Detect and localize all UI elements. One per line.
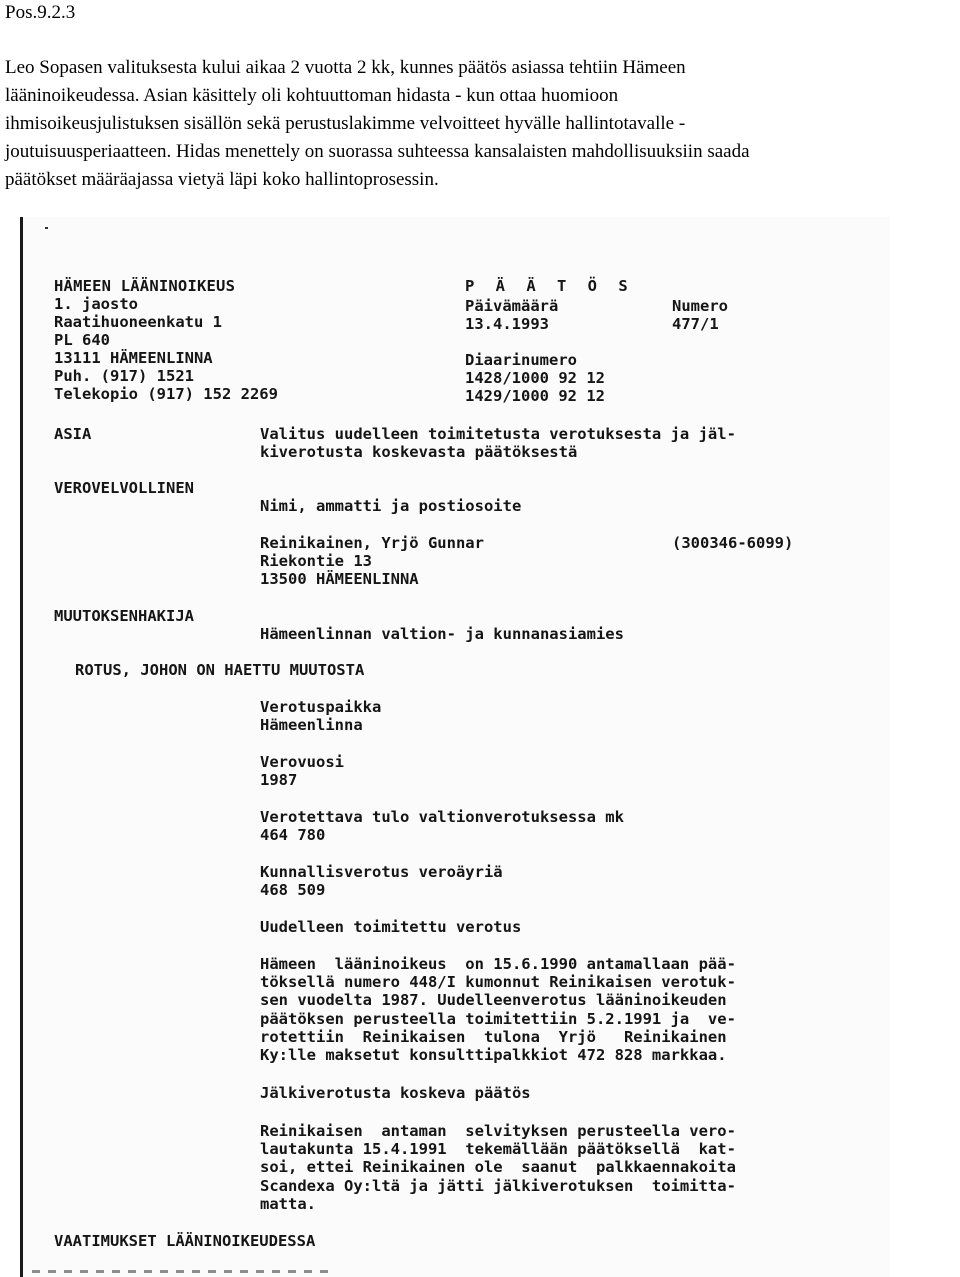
court-po-box: PL 640 [54, 331, 110, 349]
appellant: Hämeenlinnan valtion- ja kunnanasiamies [260, 625, 624, 643]
court-fax: Telekopio (917) 152 2269 [54, 385, 278, 403]
intro-paragraph [5, 54, 960, 194]
diary-number-2: 1429/1000 92 12 [465, 387, 605, 405]
taxpayer-postal: 13500 HÄMEENLINNA [260, 570, 419, 588]
label-muutoksenhakija: MUUTOKSENHAKIJA [54, 607, 194, 625]
intro-line: joutuisuusperiaatteen. Hidas menettely on suorassa suhteessa kansalaisten mahdollisuuksiin saada [5, 141, 750, 162]
intro-line: päätökset määräajassa vietyä läpi koko hallintoprosessin. [5, 169, 439, 190]
court-street: Raatihuoneenkatu 1 [54, 313, 222, 331]
diary-label: Diaarinumero [465, 351, 577, 369]
diary-number-1: 1428/1000 92 12 [465, 369, 605, 387]
court-name: HÄMEEN LÄÄNINOIKEUS [54, 277, 236, 295]
scanned-decision-document [20, 217, 890, 1277]
taxpayer-name: Reinikainen, Yrjö Gunnar [260, 534, 484, 552]
scan-speck [45, 227, 48, 229]
decision-date-label: Päivämäärä [465, 297, 559, 315]
municipal-tax: 468 509 [260, 881, 326, 899]
tax-year-label: Verovuosi [260, 753, 344, 771]
court-postal: 13111 HÄMEENLINNA [54, 349, 213, 367]
label-vaatimukset: VAATIMUKSET LÄÄNINOIKEUDESSA [54, 1232, 316, 1250]
scan-cut-line [32, 1270, 332, 1273]
municipal-tax-label: Kunnallisverotus veroäyriä [260, 863, 503, 881]
tax-place: Hämeenlinna [260, 716, 363, 734]
decision-title: P Ä Ä T Ö S [465, 277, 634, 295]
label-asia: ASIA [54, 425, 92, 443]
position-reference: Pos.9.2.3 [5, 2, 76, 23]
tax-year: 1987 [260, 771, 298, 789]
retro-heading: Jälkiverotusta koskeva päätös [260, 1084, 531, 1102]
taxable-income: 464 780 [260, 826, 326, 844]
taxpayer-heading: Nimi, ammatti ja postiosoite [260, 497, 522, 515]
intro-line: ihmisoikeusjulistuksen sisällön sekä perustuslakimme velvoitteet hyvälle hallintotavalle - [5, 113, 686, 134]
retro-text: Reinikaisen antaman selvityksen perusteella vero- lautakunta 15.4.1991 tekemällään päätöksellä kat- soi, ettei Reinikainen ole saanut palkkaennakoita Scandexa Oy:ltä ja jätti jälkiverotuksen toimitta- matta. [260, 1122, 736, 1213]
label-verovelvollinen: VEROVELVOLLINEN [54, 479, 194, 497]
intro-line: Leo Sopasen valituksesta kului aikaa 2 vuotta 2 kk, kunnes päätös asiassa tehtiin Hämeen [5, 57, 686, 78]
reassessed-text: Hämeen lääninoikeus on 15.6.1990 antamallaan pää- töksellä numero 448/I kumonnut Reinikaisen verotuk- sen vuodelta 1987. Uudelleenverotus lääninoikeuden päätöksen perusteella toimitettiin 5.2.1991 ja ve- rotettiin Reinikaisen tulona Yrjö Reinikainen Ky:lle maksetut konsulttipalkkiot 472 828 markkaa. [260, 955, 736, 1065]
court-division: 1. jaosto [54, 295, 138, 313]
decision-number-label: Numero [672, 297, 728, 315]
court-phone: Puh. (917) 1521 [54, 367, 194, 385]
taxable-income-label: Verotettava tulo valtionverotuksessa mk [260, 808, 624, 826]
asia-text: Valitus uudelleen toimitetusta verotuksesta ja jäl- kiverotusta koskevasta päätöksestä [260, 425, 736, 462]
taxpayer-id: (300346-6099) [672, 534, 794, 552]
decision-number: 477/1 [672, 315, 719, 333]
tax-place-label: Verotuspaikka [260, 698, 382, 716]
label-verotus: ROTUS, JOHON ON HAETTU MUUTOSTA [75, 661, 365, 679]
taxpayer-street: Riekontie 13 [260, 552, 372, 570]
decision-date: 13.4.1993 [465, 315, 549, 333]
intro-line: lääninoikeudessa. Asian käsittely oli kohtuuttoman hidasta - kun ottaa huomioon [5, 85, 619, 106]
reassessed-heading: Uudelleen toimitettu verotus [260, 918, 522, 936]
